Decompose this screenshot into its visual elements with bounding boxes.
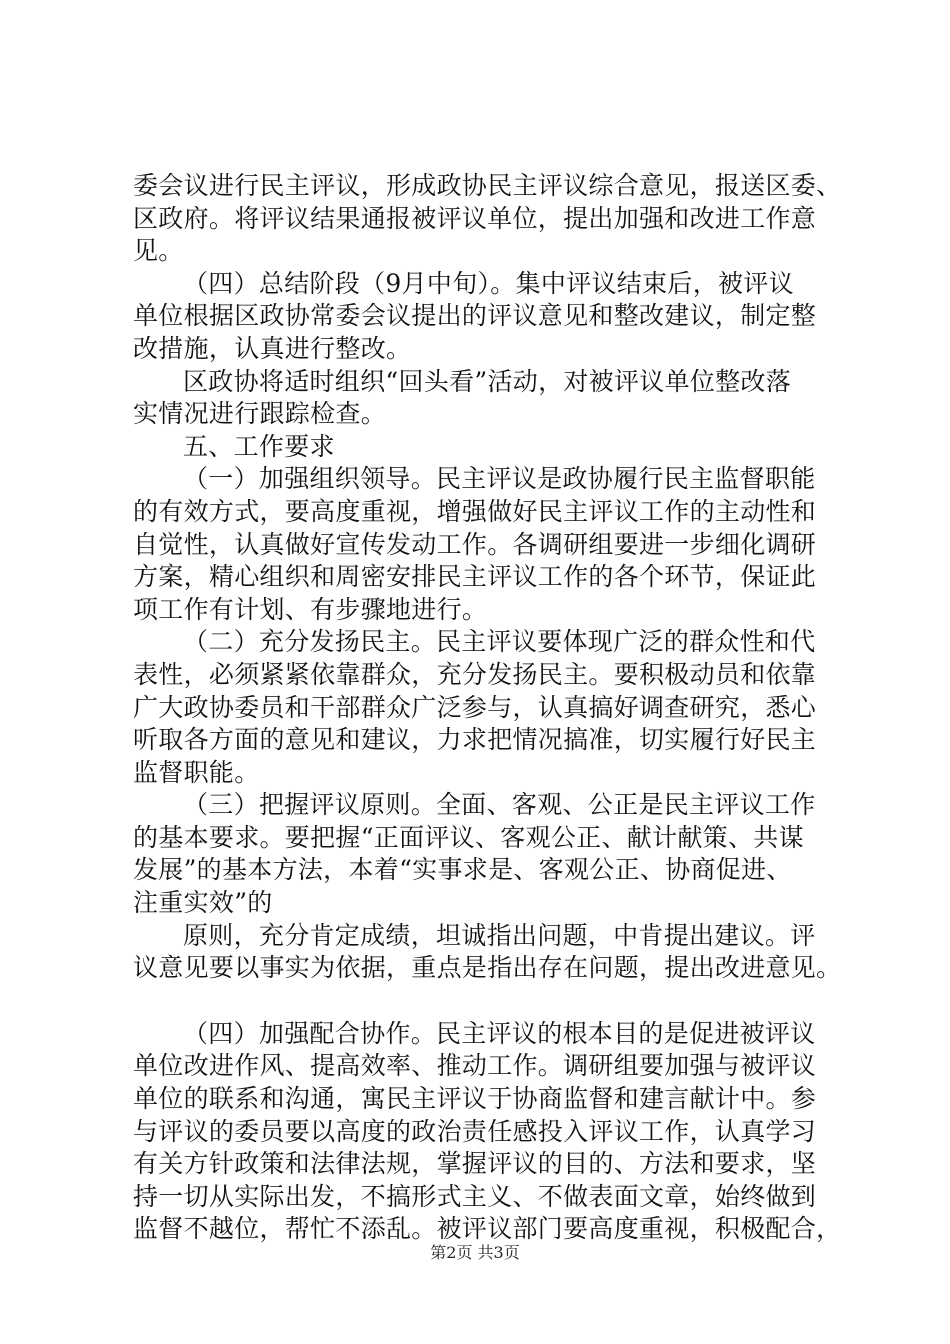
text-line: 注重实效”的 bbox=[133, 888, 273, 918]
text-line: 的基本要求。要把握“正面评议、客观公正、献计献策、共谋 bbox=[133, 822, 804, 852]
text-line: 表性，必须紧紧依靠群众，充分发扬民主。要积极动员和依靠 bbox=[133, 659, 817, 689]
text-line: （二）充分发扬民主。民主评议要体现广泛的群众性和代 bbox=[183, 627, 816, 657]
text-line: 委会议进行民主评议，形成政协民主评议综合意见，报送区委、 bbox=[133, 171, 842, 200]
text-line: 监督职能。 bbox=[133, 757, 260, 787]
text-line: 方案，精心组织和周密安排民主评议工作的各个环节，保证此 bbox=[133, 562, 817, 592]
document-body bbox=[133, 170, 853, 1246]
text-line: 单位改进作风、提高效率、推动工作。调研组要加强与被评议 bbox=[133, 1051, 817, 1081]
text-line: 有关方针政策和法律法规，掌握评议的目的、方法和要求，坚 bbox=[133, 1149, 817, 1179]
text-line: （四）总结阶段（9月中旬）。集中评议结束后，被评议 bbox=[183, 268, 794, 298]
text-line: （三）把握评议原则。全面、客观、公正是民主评议工作 bbox=[183, 790, 816, 820]
text-line: 见。 bbox=[133, 236, 184, 266]
text-line: 改措施，认真进行整改。 bbox=[133, 333, 412, 363]
text-line: 听取各方面的意见和建议，力求把情况搞准，切实履行好民主 bbox=[133, 725, 817, 755]
paragraph-gap bbox=[133, 985, 853, 1018]
section-heading: 五、工作要求 bbox=[183, 431, 335, 461]
page-number-footer: 第2页 共3页 bbox=[430, 1243, 520, 1262]
text-line: 议意见要以事实为依据，重点是指出存在问题，提出改进意见。 bbox=[133, 953, 842, 983]
text-line: 的有效方式，要高度重视，增强做好民主评议工作的主动性和 bbox=[133, 496, 817, 526]
text-line: 区政协将适时组织“回头看”活动，对被评议单位整改落 bbox=[183, 366, 792, 396]
text-line: 自觉性，认真做好宣传发动工作。各调研组要进一步细化调研 bbox=[133, 529, 817, 559]
text-line: 实情况进行跟踪检查。 bbox=[133, 399, 387, 429]
text-line: 持一切从实际出发，不搞形式主义、不做表面文章，始终做到 bbox=[133, 1181, 817, 1211]
text-line: 发展”的基本方法，本着“实事求是、客观公正、协商促进、 bbox=[133, 855, 792, 885]
text-line: 项工作有计划、有步骤地进行。 bbox=[133, 594, 488, 624]
text-line: 单位根据区政协常委会议提出的评议意见和整改建议，制定整 bbox=[133, 301, 817, 331]
text-line: 广大政协委员和干部群众广泛参与，认真搞好调查研究，悉心 bbox=[133, 692, 817, 722]
text-line: 监督不越位，帮忙不添乱。被评议部门要高度重视，积极配合， bbox=[133, 1214, 842, 1244]
text-line: （一）加强组织领导。民主评议是政协履行民主监督职能 bbox=[183, 464, 816, 494]
text-line: 单位的联系和沟通，寓民主评议于协商监督和建言献计中。参 bbox=[133, 1084, 817, 1114]
text-line: 与评议的委员要以高度的政治责任感投入评议工作，认真学习 bbox=[133, 1116, 817, 1146]
text-line: 原则，充分肯定成绩，坦诚指出问题，中肯提出建议。评 bbox=[183, 920, 816, 950]
text-line: 区政府。将评议结果通报被评议单位，提出加强和改进工作意 bbox=[133, 203, 817, 233]
text-line: （四）加强配合协作。民主评议的根本目的是促进被评议 bbox=[183, 1018, 816, 1048]
